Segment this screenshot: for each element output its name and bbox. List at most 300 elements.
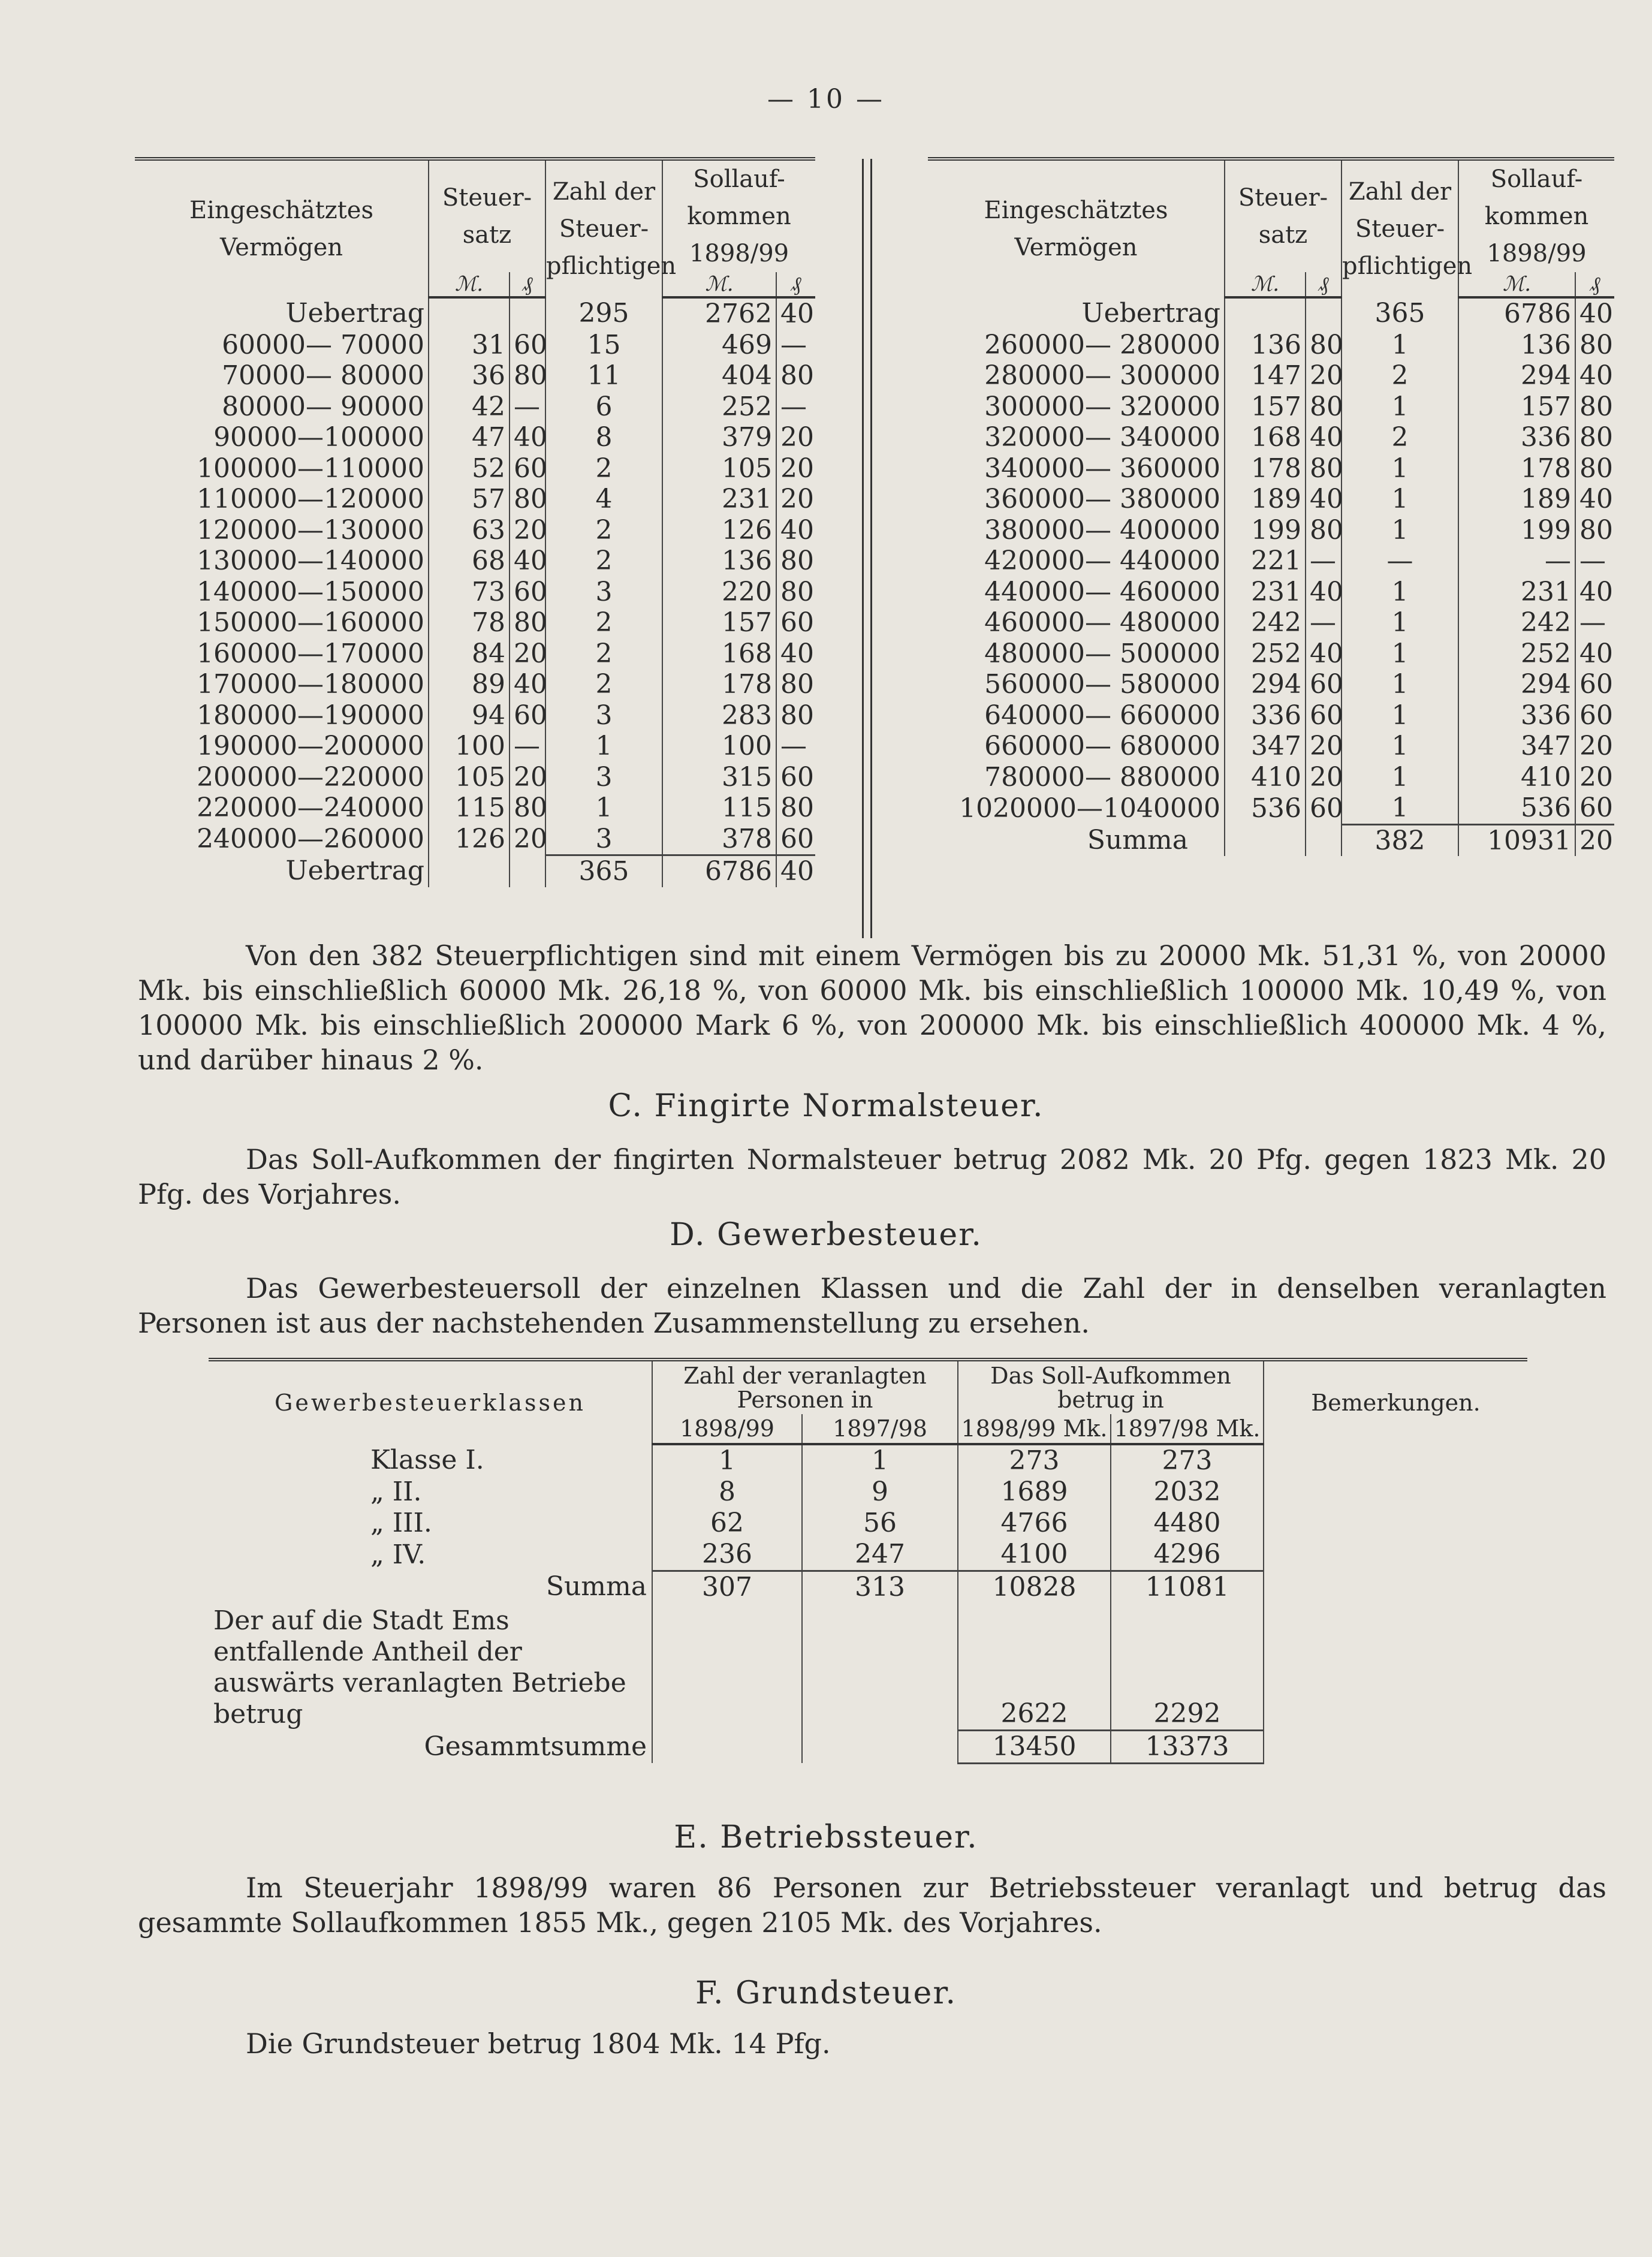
soll-mk: 252 bbox=[1458, 638, 1575, 670]
carry-out-row bbox=[135, 855, 815, 887]
vermoegen-range: 200000—220000 bbox=[197, 761, 424, 792]
auswaerts-label: Der auf die Stadt Ems entfallende Antheil der auswärts veranlagten Betriebe betrug bbox=[213, 1605, 626, 1729]
steuersatz-mk: 126 bbox=[429, 824, 510, 855]
soll-mk: 178 bbox=[662, 669, 776, 700]
steuersatz-mk: 199 bbox=[1225, 515, 1306, 546]
soll-pf: 80 bbox=[776, 792, 815, 824]
personen-1898: 1 bbox=[652, 1444, 802, 1476]
soll-mk: 231 bbox=[662, 484, 776, 515]
steuersatz-mk: 73 bbox=[429, 577, 510, 608]
steuersatz-mk: 136 bbox=[1225, 330, 1306, 361]
summa-value: 313 bbox=[802, 1571, 958, 1604]
section-f-title: F. Grundsteuer. bbox=[695, 1975, 957, 2011]
steuersatz-pf: — bbox=[510, 391, 545, 423]
carry-in-row bbox=[928, 297, 1614, 330]
table-row bbox=[928, 391, 1614, 423]
steuersatz-pf: — bbox=[1306, 607, 1342, 638]
soll-mk: 136 bbox=[662, 546, 776, 577]
zahl-pflichtige: 4 bbox=[545, 484, 662, 515]
vermoegen-range: 560000— 580000 bbox=[984, 669, 1220, 700]
steuersatz-mk: 536 bbox=[1225, 792, 1306, 824]
soll-mk: 347 bbox=[1458, 731, 1575, 762]
table-row bbox=[928, 762, 1614, 793]
carry-mk: 6786 bbox=[662, 855, 776, 887]
soll-pf: 40 bbox=[1575, 638, 1614, 670]
steuersatz-pf: 60 bbox=[510, 577, 545, 608]
gewerbesteuer-table bbox=[209, 1358, 1527, 1764]
soll-1897: 273 bbox=[1111, 1444, 1264, 1476]
header-year-1898-mk: 1898/99 Mk. bbox=[958, 1414, 1111, 1444]
zahl-pflichtige: 1 bbox=[1342, 792, 1458, 824]
zahl-pflichtige: 1 bbox=[1342, 515, 1458, 546]
bemerkung-cell bbox=[1264, 1508, 1527, 1539]
column-divider bbox=[862, 159, 864, 938]
zahl-pflichtige: 6 bbox=[545, 391, 662, 423]
carry-label: Uebertrag bbox=[1081, 298, 1220, 329]
section-d-text: Das Gewerbesteuersoll der einzelnen Klassen und die Zahl der in denselben veranlagten Personen ist aus der nachstehenden Zusammenstellung zu ersehen. bbox=[138, 1272, 1606, 1339]
soll-mk: — bbox=[1458, 546, 1575, 577]
soll-pf: — bbox=[776, 330, 815, 361]
unit-mark: ℳ. bbox=[429, 272, 510, 297]
steuersatz-pf: 20 bbox=[1306, 762, 1342, 793]
unit-pf: ₰ bbox=[776, 272, 815, 297]
vermoegen-range: 420000— 440000 bbox=[984, 546, 1220, 576]
vermoegen-range: 240000—260000 bbox=[197, 824, 424, 855]
steuersatz-mk: 52 bbox=[429, 453, 510, 484]
vermoegen-range: 100000—110000 bbox=[197, 453, 424, 484]
header-sollaufkommen: Sollauf-kommen 1898/99 bbox=[1458, 159, 1614, 272]
steuersatz-mk: 36 bbox=[429, 360, 510, 391]
vermoegen-range: 60000— 70000 bbox=[222, 329, 424, 360]
zahl-pflichtige: 2 bbox=[545, 515, 662, 546]
vermoegen-range: 90000—100000 bbox=[213, 422, 424, 453]
vermoegen-range: 110000—120000 bbox=[197, 484, 424, 514]
personen-1898: 8 bbox=[652, 1476, 802, 1508]
steuersatz-mk: 189 bbox=[1225, 484, 1306, 515]
section-f-text: Die Grundsteuer betrug 1804 Mk. 14 Pfg. bbox=[246, 2027, 831, 2060]
soll-pf: 40 bbox=[776, 638, 815, 670]
summa-value: 10828 bbox=[958, 1571, 1111, 1604]
vermoegen-range: 440000— 460000 bbox=[984, 576, 1220, 607]
steuersatz-pf: — bbox=[1306, 546, 1342, 577]
steuersatz-pf: 40 bbox=[510, 669, 545, 700]
table-row bbox=[135, 515, 815, 546]
soll-pf: 60 bbox=[1575, 700, 1614, 731]
soll-mk: 220 bbox=[662, 577, 776, 608]
soll-pf: 60 bbox=[776, 762, 815, 793]
header-zahl: Zahl der Steuer-pflichtigen bbox=[545, 159, 662, 297]
soll-mk: 136 bbox=[1458, 330, 1575, 361]
table-row bbox=[135, 700, 815, 731]
header-zahl-personen: Zahl der veranlagten Personen in bbox=[652, 1360, 958, 1414]
header-vermoegen: Eingeschätztes Vermögen bbox=[984, 197, 1168, 261]
soll-pf: 80 bbox=[776, 546, 815, 577]
steuersatz-mk: 42 bbox=[429, 391, 510, 423]
steuersatz-pf: 40 bbox=[510, 422, 545, 453]
section-d-title: D. Gewerbesteuer. bbox=[670, 1217, 982, 1253]
section-c-title: C. Fingirte Normalsteuer. bbox=[608, 1088, 1044, 1124]
personen-1897: 56 bbox=[802, 1508, 958, 1539]
steuersatz-pf: 80 bbox=[1306, 391, 1342, 423]
table-row bbox=[209, 1476, 1527, 1508]
zahl-pflichtige: 2 bbox=[545, 453, 662, 484]
steuersatz-pf: 80 bbox=[1306, 330, 1342, 361]
soll-1898: 1689 bbox=[958, 1476, 1111, 1508]
table-row bbox=[135, 391, 815, 423]
steuersatz-pf: 40 bbox=[1306, 638, 1342, 670]
soll-pf: 40 bbox=[1575, 360, 1614, 391]
steuersatz-mk: 78 bbox=[429, 607, 510, 638]
steuersatz-mk: 89 bbox=[429, 669, 510, 700]
summa-value: 11081 bbox=[1111, 1571, 1264, 1604]
steuersatz-pf: 80 bbox=[1306, 515, 1342, 546]
soll-mk: 189 bbox=[1458, 484, 1575, 515]
steuersatz-mk: 221 bbox=[1225, 546, 1306, 577]
zahl-pflichtige: 1 bbox=[1342, 700, 1458, 731]
header-year-1898: 1898/99 bbox=[652, 1414, 802, 1444]
steuersatz-pf: 20 bbox=[510, 638, 545, 670]
steuersatz-pf: 80 bbox=[510, 484, 545, 515]
zahl-pflichtige: 2 bbox=[545, 607, 662, 638]
personen-1897: 9 bbox=[802, 1476, 958, 1508]
soll-pf: 20 bbox=[776, 484, 815, 515]
vermoegen-range: 80000— 90000 bbox=[222, 391, 424, 422]
table-row bbox=[928, 792, 1614, 824]
soll-mk: 252 bbox=[662, 391, 776, 423]
soll-1898: 273 bbox=[958, 1444, 1111, 1476]
summa-pf: 20 bbox=[1575, 824, 1614, 856]
header-sollaufkommen: Sollauf-kommen 1898/99 bbox=[662, 159, 815, 272]
table-row bbox=[928, 546, 1614, 577]
soll-mk: 178 bbox=[1458, 453, 1575, 484]
steuersatz-pf: 40 bbox=[1306, 484, 1342, 515]
steuersatz-pf: 80 bbox=[510, 360, 545, 391]
steuersatz-pf: 20 bbox=[510, 762, 545, 793]
vermoegen-range: 130000—140000 bbox=[197, 546, 424, 576]
summa-row bbox=[928, 824, 1614, 856]
soll-mk: 115 bbox=[662, 792, 776, 824]
header-klassen: Gewerbesteuerklassen bbox=[274, 1390, 586, 1416]
table-row bbox=[135, 824, 815, 855]
header-soll-aufkommen: Das Soll-Aufkommen betrug in bbox=[958, 1360, 1264, 1414]
unit-pf: ₰ bbox=[1575, 272, 1614, 297]
vermoegen-range: 480000— 500000 bbox=[984, 638, 1220, 669]
steuersatz-mk: 410 bbox=[1225, 762, 1306, 793]
zahl-pflichtige: 3 bbox=[545, 700, 662, 731]
soll-mk: 336 bbox=[1458, 422, 1575, 453]
carry-label: Uebertrag bbox=[285, 298, 424, 329]
steuersatz-pf: 60 bbox=[510, 453, 545, 484]
table-row bbox=[209, 1444, 1527, 1476]
zahl-pflichtige: 1 bbox=[1342, 638, 1458, 670]
table-row bbox=[135, 546, 815, 577]
steuersatz-mk: 100 bbox=[429, 731, 510, 762]
section-e-title: E. Betriebssteuer. bbox=[674, 1819, 978, 1855]
section-c-text: Das Soll-Aufkommen der fingirten Normalsteuer betrug 2082 Mk. 20 Pfg. gegen 1823 Mk. 20 Pfg. des Vorjahres. bbox=[138, 1143, 1606, 1210]
auswaerts-row bbox=[209, 1603, 1527, 1730]
vermoegen-range: 360000— 380000 bbox=[984, 484, 1220, 514]
summa-row bbox=[209, 1571, 1527, 1604]
zahl-pflichtige: 2 bbox=[1342, 360, 1458, 391]
table-row bbox=[928, 360, 1614, 391]
steuersatz-pf: 80 bbox=[510, 607, 545, 638]
steuersatz-pf: 20 bbox=[1306, 731, 1342, 762]
unit-pf: ₰ bbox=[1306, 272, 1342, 297]
vermoegen-table-left bbox=[135, 157, 815, 887]
steuersatz-pf: 40 bbox=[1306, 422, 1342, 453]
steuersatz-mk: 84 bbox=[429, 638, 510, 670]
soll-mk: 294 bbox=[1458, 360, 1575, 391]
soll-mk: 469 bbox=[662, 330, 776, 361]
unit-pf: ₰ bbox=[510, 272, 545, 297]
header-vermoegen: Eingeschätztes Vermögen bbox=[189, 197, 373, 261]
table-row bbox=[928, 638, 1614, 670]
soll-pf: 40 bbox=[1575, 577, 1614, 608]
vermoegen-range: 170000—180000 bbox=[197, 669, 424, 700]
zahl-pflichtige: 2 bbox=[545, 546, 662, 577]
steuersatz-pf: 80 bbox=[510, 792, 545, 824]
steuersatz-pf: 40 bbox=[510, 546, 545, 577]
zahl-pflichtige: 1 bbox=[1342, 762, 1458, 793]
table-row bbox=[209, 1539, 1527, 1571]
steuersatz-mk: 115 bbox=[429, 792, 510, 824]
table-row bbox=[928, 731, 1614, 762]
zahl-pflichtige: 2 bbox=[1342, 422, 1458, 453]
soll-mk: 242 bbox=[1458, 607, 1575, 638]
soll-pf: 80 bbox=[776, 669, 815, 700]
zahl-pflichtige: 3 bbox=[545, 824, 662, 855]
header-year-1897: 1897/98 bbox=[802, 1414, 958, 1444]
personen-1898: 62 bbox=[652, 1508, 802, 1539]
summa-count: 382 bbox=[1342, 824, 1458, 856]
soll-pf: 60 bbox=[1575, 792, 1614, 824]
carry-count: 365 bbox=[545, 855, 662, 887]
soll-pf: 80 bbox=[1575, 453, 1614, 484]
steuersatz-mk: 47 bbox=[429, 422, 510, 453]
steuersatz-mk: 336 bbox=[1225, 700, 1306, 731]
unit-mark: ℳ. bbox=[1225, 272, 1306, 297]
table-row bbox=[928, 515, 1614, 546]
steuersatz-pf: — bbox=[510, 731, 545, 762]
carry-mk: 6786 bbox=[1458, 297, 1575, 330]
steuersatz-mk: 105 bbox=[429, 762, 510, 793]
soll-pf: 80 bbox=[776, 360, 815, 391]
klasse-label: Klasse I. bbox=[370, 1445, 484, 1475]
soll-mk: 100 bbox=[662, 731, 776, 762]
soll-mk: 283 bbox=[662, 700, 776, 731]
soll-mk: 336 bbox=[1458, 700, 1575, 731]
carry-pf: 40 bbox=[776, 855, 815, 887]
vermoegen-range: 70000— 80000 bbox=[222, 360, 424, 391]
table-row bbox=[928, 330, 1614, 361]
steuersatz-mk: 147 bbox=[1225, 360, 1306, 391]
zahl-pflichtige: 1 bbox=[545, 792, 662, 824]
soll-1898: 4766 bbox=[958, 1508, 1111, 1539]
soll-mk: 379 bbox=[662, 422, 776, 453]
section-e-text: Im Steuerjahr 1898/99 waren 86 Personen zur Betriebssteuer veranlagt und betrug das gesammte Sollaufkommen 1855 Mk., gegen 2105 Mk. des Vorjahres. bbox=[138, 1872, 1606, 1939]
vermoegen-range: 380000— 400000 bbox=[984, 514, 1220, 546]
soll-mk: 536 bbox=[1458, 792, 1575, 824]
steuersatz-mk: 68 bbox=[429, 546, 510, 577]
soll-mk: 404 bbox=[662, 360, 776, 391]
zahl-pflichtige: 2 bbox=[545, 669, 662, 700]
unit-mark: ℳ. bbox=[1458, 272, 1575, 297]
steuersatz-mk: 157 bbox=[1225, 391, 1306, 423]
steuersatz-pf: 20 bbox=[510, 515, 545, 546]
soll-mk: 199 bbox=[1458, 515, 1575, 546]
table-row bbox=[209, 1508, 1527, 1539]
steuersatz-mk: 57 bbox=[429, 484, 510, 515]
vermoegen-range: 160000—170000 bbox=[197, 638, 424, 669]
soll-pf: 20 bbox=[1575, 762, 1614, 793]
header-zahl: Zahl der Steuer-pflichtigen bbox=[1342, 159, 1458, 297]
zahl-pflichtige: 8 bbox=[545, 422, 662, 453]
vermoegen-range: 780000— 880000 bbox=[984, 761, 1220, 792]
summa-label: Summa bbox=[1087, 824, 1188, 855]
zahl-pflichtige: 1 bbox=[545, 731, 662, 762]
table-row bbox=[928, 700, 1614, 731]
soll-mk: 315 bbox=[662, 762, 776, 793]
personen-1897: 1 bbox=[802, 1444, 958, 1476]
table-row bbox=[135, 422, 815, 453]
table-row bbox=[135, 330, 815, 361]
vermoegen-range: 1020000—1040000 bbox=[959, 792, 1220, 824]
soll-pf: 80 bbox=[776, 577, 815, 608]
header-steuersatz: Steuer-satz bbox=[429, 159, 545, 272]
soll-pf: — bbox=[1575, 546, 1614, 577]
vermoegen-range: 280000— 300000 bbox=[984, 360, 1220, 391]
soll-pf: 60 bbox=[1575, 669, 1614, 700]
vermoegen-range: 340000— 360000 bbox=[984, 453, 1220, 484]
table-row bbox=[928, 577, 1614, 608]
unit-mark: ℳ. bbox=[662, 272, 776, 297]
vermoegen-range: 190000—200000 bbox=[197, 731, 424, 761]
table-row bbox=[135, 484, 815, 515]
soll-pf: 80 bbox=[1575, 391, 1614, 423]
steuersatz-mk: 347 bbox=[1225, 731, 1306, 762]
steuersatz-mk: 231 bbox=[1225, 577, 1306, 608]
carry-count: 365 bbox=[1342, 297, 1458, 330]
carry-pf: 40 bbox=[776, 297, 815, 330]
soll-mk: 294 bbox=[1458, 669, 1575, 700]
summa-label: Summa bbox=[545, 1571, 647, 1602]
soll-1897: 4480 bbox=[1111, 1508, 1264, 1539]
vermoegen-range: 320000— 340000 bbox=[984, 422, 1220, 453]
gesamt-value: 13373 bbox=[1111, 1730, 1264, 1763]
table-row bbox=[135, 607, 815, 638]
column-divider bbox=[870, 159, 872, 938]
table-row bbox=[135, 731, 815, 762]
zahl-pflichtige: 15 bbox=[545, 330, 662, 361]
steuersatz-mk: 94 bbox=[429, 700, 510, 731]
bemerkung-cell bbox=[1264, 1444, 1527, 1476]
soll-mk: 126 bbox=[662, 515, 776, 546]
header-year-1897-mk: 1897/98 Mk. bbox=[1111, 1414, 1264, 1444]
vermoegen-range: 120000—130000 bbox=[197, 514, 424, 546]
zahl-pflichtige: 2 bbox=[545, 638, 662, 670]
summa-mk: 10931 bbox=[1458, 824, 1575, 856]
table-row bbox=[135, 638, 815, 670]
zahl-pflichtige: 1 bbox=[1342, 391, 1458, 423]
soll-pf: 80 bbox=[1575, 330, 1614, 361]
soll-pf: — bbox=[776, 391, 815, 423]
soll-pf: 20 bbox=[776, 422, 815, 453]
soll-mk: 378 bbox=[662, 824, 776, 855]
table-row bbox=[135, 453, 815, 484]
vermoegen-range: 640000— 660000 bbox=[984, 700, 1220, 731]
table-row bbox=[135, 360, 815, 391]
soll-1897: 4296 bbox=[1111, 1539, 1264, 1571]
gesamt-row bbox=[209, 1730, 1527, 1763]
steuersatz-pf: 60 bbox=[1306, 669, 1342, 700]
steuersatz-mk: 242 bbox=[1225, 607, 1306, 638]
zahl-pflichtige: 3 bbox=[545, 577, 662, 608]
table-row bbox=[135, 762, 815, 793]
page-number: — 10 — bbox=[767, 84, 885, 114]
statistics-paragraph: Von den 382 Steuerpflichtigen sind mit einem Vermögen bis zu 20000 Mk. 51,31 %, von 20000 Mk. bis einschließlich 60000 Mk. 26,18 %, von 60000 Mk. bis einschließlich 100000 Mk. 10,49 %, von 100000 Mk. bis einschließlich 200000 Mark 6 %, von 200000 Mk. bis einschließlich 400000 Mk. 4 %, und darüber hinaus 2 %. bbox=[138, 939, 1606, 1076]
soll-1897: 2032 bbox=[1111, 1476, 1264, 1508]
soll-mk: 157 bbox=[662, 607, 776, 638]
bemerkung-cell bbox=[1264, 1539, 1527, 1571]
soll-mk: 231 bbox=[1458, 577, 1575, 608]
steuersatz-pf: 60 bbox=[1306, 792, 1342, 824]
steuersatz-pf: 80 bbox=[1306, 453, 1342, 484]
steuersatz-pf: 60 bbox=[1306, 700, 1342, 731]
zahl-pflichtige: 1 bbox=[1342, 577, 1458, 608]
steuersatz-mk: 63 bbox=[429, 515, 510, 546]
gesamt-value: 13450 bbox=[958, 1730, 1111, 1763]
carry-pf: 40 bbox=[1575, 297, 1614, 330]
soll-mk: 168 bbox=[662, 638, 776, 670]
table-row bbox=[928, 422, 1614, 453]
auswaerts-value: 2292 bbox=[1111, 1603, 1264, 1730]
carry-in-row bbox=[135, 297, 815, 330]
steuersatz-pf: 60 bbox=[510, 700, 545, 731]
table-row bbox=[135, 792, 815, 824]
steuersatz-pf: 20 bbox=[510, 824, 545, 855]
steuersatz-pf: 40 bbox=[1306, 577, 1342, 608]
auswaerts-value: 2622 bbox=[958, 1603, 1111, 1730]
vermoegen-range: 220000—240000 bbox=[197, 792, 424, 823]
klasse-label: „ III. bbox=[370, 1508, 432, 1538]
soll-mk: 410 bbox=[1458, 762, 1575, 793]
klasse-label: „ IV. bbox=[370, 1539, 426, 1570]
soll-pf: 40 bbox=[1575, 484, 1614, 515]
zahl-pflichtige: 11 bbox=[545, 360, 662, 391]
vermoegen-range: 140000—150000 bbox=[197, 576, 424, 607]
table-row bbox=[928, 607, 1614, 638]
table-row bbox=[928, 669, 1614, 700]
soll-pf: 60 bbox=[776, 607, 815, 638]
zahl-pflichtige: — bbox=[1342, 546, 1458, 577]
soll-pf: 60 bbox=[776, 824, 815, 855]
vermoegen-range: 300000— 320000 bbox=[984, 391, 1220, 422]
steuersatz-pf: 20 bbox=[1306, 360, 1342, 391]
personen-1898: 236 bbox=[652, 1539, 802, 1571]
table-row bbox=[928, 484, 1614, 515]
header-steuersatz: Steuer-satz bbox=[1225, 159, 1342, 272]
zahl-pflichtige: 3 bbox=[545, 762, 662, 793]
vermoegen-range: 150000—160000 bbox=[197, 607, 424, 638]
zahl-pflichtige: 1 bbox=[1342, 453, 1458, 484]
soll-1898: 4100 bbox=[958, 1539, 1111, 1571]
steuersatz-mk: 178 bbox=[1225, 453, 1306, 484]
zahl-pflichtige: 1 bbox=[1342, 330, 1458, 361]
table-row bbox=[135, 577, 815, 608]
soll-pf: 80 bbox=[1575, 422, 1614, 453]
vermoegen-range: 660000— 680000 bbox=[984, 731, 1220, 761]
zahl-pflichtige: 1 bbox=[1342, 607, 1458, 638]
